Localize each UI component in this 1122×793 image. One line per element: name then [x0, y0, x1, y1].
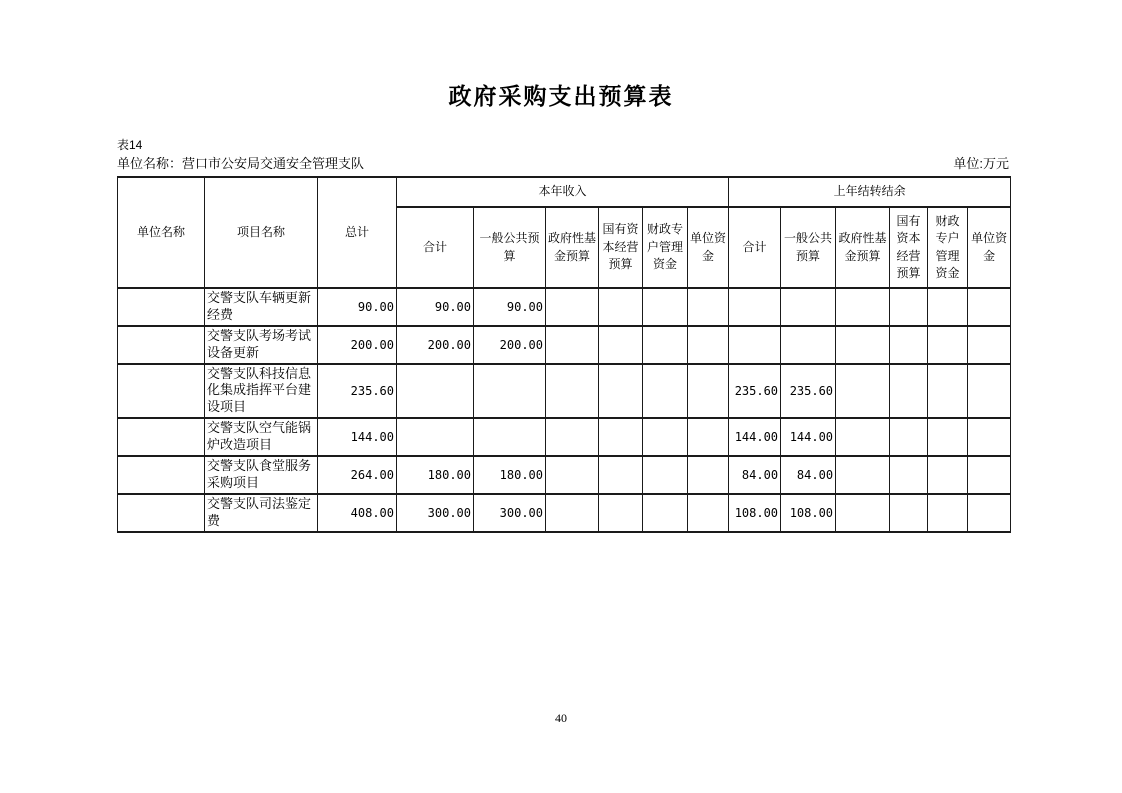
- cell-cy-state-capital: [599, 288, 643, 326]
- cell-cy-state-capital: [599, 326, 643, 364]
- cell-cy-subtotal: 180.00: [397, 456, 474, 494]
- cell-py-state-capital: [890, 288, 928, 326]
- cell-cy-gov-fund: [546, 364, 599, 419]
- cell-unit: [118, 418, 205, 456]
- cell-py-fiscal-account: [928, 456, 968, 494]
- cell-cy-state-capital: [599, 418, 643, 456]
- cell-py-general-public: 84.00: [781, 456, 836, 494]
- cell-cy-subtotal: [397, 364, 474, 419]
- cell-cy-fiscal-account: [643, 288, 688, 326]
- table-meta-row: [117, 153, 1009, 172]
- cell-cy-gov-fund: [546, 288, 599, 326]
- cell-total: 264.00: [318, 456, 397, 494]
- unit-name-label: 单位名称：营口市公安局交通安全管理支队: [117, 156, 365, 171]
- page-number: 40: [555, 711, 567, 725]
- cell-py-unit-funds: [968, 326, 1011, 364]
- cell-py-subtotal: 144.00: [729, 418, 781, 456]
- cell-py-state-capital: [890, 326, 928, 364]
- table-number-label: 表14: [117, 138, 143, 152]
- cell-total: 144.00: [318, 418, 397, 456]
- table-row: [118, 418, 1011, 456]
- cell-total: 408.00: [318, 494, 397, 532]
- cell-py-subtotal: 235.60: [729, 364, 781, 419]
- header-py-subtotal: 合计: [729, 207, 781, 288]
- cell-cy-general-public: 180.00: [474, 456, 546, 494]
- header-py-unit-funds: 单位资金: [968, 207, 1011, 288]
- cell-cy-unit-funds: [688, 326, 729, 364]
- cell-py-state-capital: [890, 456, 928, 494]
- cell-total: 200.00: [318, 326, 397, 364]
- table-row: [118, 456, 1011, 494]
- header-cy-unit-funds: 单位资金: [688, 207, 729, 288]
- cell-py-state-capital: [890, 494, 928, 532]
- cell-unit: [118, 288, 205, 326]
- cell-cy-general-public: [474, 364, 546, 419]
- cell-cy-gov-fund: [546, 456, 599, 494]
- cell-cy-fiscal-account: [643, 456, 688, 494]
- cell-py-state-capital: [890, 364, 928, 419]
- cell-cy-fiscal-account: [643, 494, 688, 532]
- cell-py-fiscal-account: [928, 494, 968, 532]
- cell-project: 交警支队空气能锅炉改造项目: [205, 418, 318, 456]
- cell-cy-fiscal-account: [643, 418, 688, 456]
- cell-py-unit-funds: [968, 456, 1011, 494]
- header-group-current-year: 本年收入: [397, 177, 729, 207]
- cell-cy-unit-funds: [688, 456, 729, 494]
- cell-cy-state-capital: [599, 364, 643, 419]
- header-total: 总计: [318, 177, 397, 288]
- cell-py-gov-fund: [836, 288, 890, 326]
- cell-py-subtotal: 108.00: [729, 494, 781, 532]
- header-py-fiscal-account: 财政专户管理资金: [928, 207, 968, 288]
- table-row: [118, 326, 1011, 364]
- table-row: [118, 494, 1011, 532]
- cell-unit: [118, 456, 205, 494]
- cell-cy-general-public: [474, 418, 546, 456]
- cell-py-unit-funds: [968, 364, 1011, 419]
- cell-project: 交警支队考场考试设备更新: [205, 326, 318, 364]
- cell-py-subtotal: [729, 326, 781, 364]
- header-cy-gov-fund: 政府性基金预算: [546, 207, 599, 288]
- header-group-carryover: 上年结转结余: [729, 177, 1011, 207]
- cell-cy-subtotal: 200.00: [397, 326, 474, 364]
- currency-unit-label: 单位:万元: [953, 156, 1009, 171]
- cell-cy-state-capital: [599, 494, 643, 532]
- cell-py-gov-fund: [836, 326, 890, 364]
- page-title: 政府采购支出预算表: [448, 84, 674, 109]
- cell-cy-fiscal-account: [643, 364, 688, 419]
- cell-py-fiscal-account: [928, 418, 968, 456]
- cell-py-gov-fund: [836, 364, 890, 419]
- header-py-state-capital: 国有资本经营预算: [890, 207, 928, 288]
- cell-py-fiscal-account: [928, 364, 968, 419]
- cell-cy-gov-fund: [546, 418, 599, 456]
- cell-py-gov-fund: [836, 418, 890, 456]
- cell-py-subtotal: [729, 288, 781, 326]
- header-cy-subtotal: 合计: [397, 207, 474, 288]
- cell-project: 交警支队食堂服务采购项目: [205, 456, 318, 494]
- cell-total: 235.60: [318, 364, 397, 419]
- cell-cy-subtotal: 90.00: [397, 288, 474, 326]
- cell-py-general-public: 108.00: [781, 494, 836, 532]
- cell-py-general-public: 235.60: [781, 364, 836, 419]
- cell-cy-gov-fund: [546, 326, 599, 364]
- cell-py-fiscal-account: [928, 288, 968, 326]
- cell-py-general-public: [781, 326, 836, 364]
- table-row: [118, 364, 1011, 419]
- cell-py-unit-funds: [968, 494, 1011, 532]
- table-row: [118, 288, 1011, 326]
- cell-cy-unit-funds: [688, 418, 729, 456]
- cell-py-unit-funds: [968, 288, 1011, 326]
- header-project-name: 项目名称: [205, 177, 318, 288]
- cell-cy-subtotal: 300.00: [397, 494, 474, 532]
- cell-cy-state-capital: [599, 456, 643, 494]
- cell-cy-general-public: 300.00: [474, 494, 546, 532]
- cell-cy-subtotal: [397, 418, 474, 456]
- cell-cy-unit-funds: [688, 364, 729, 419]
- cell-cy-unit-funds: [688, 288, 729, 326]
- budget-table: [117, 176, 1011, 533]
- cell-project: 交警支队科技信息化集成指挥平台建设项目: [205, 364, 318, 419]
- header-cy-fiscal-account: 财政专户管理资金: [643, 207, 688, 288]
- cell-unit: [118, 364, 205, 419]
- cell-project: 交警支队车辆更新经费: [205, 288, 318, 326]
- cell-cy-gov-fund: [546, 494, 599, 532]
- cell-py-general-public: 144.00: [781, 418, 836, 456]
- cell-py-state-capital: [890, 418, 928, 456]
- cell-py-unit-funds: [968, 418, 1011, 456]
- cell-unit: [118, 326, 205, 364]
- header-cy-state-capital: 国有资本经营预算: [599, 207, 643, 288]
- cell-cy-general-public: 200.00: [474, 326, 546, 364]
- cell-total: 90.00: [318, 288, 397, 326]
- cell-py-general-public: [781, 288, 836, 326]
- cell-unit: [118, 494, 205, 532]
- header-py-general-public: 一般公共预算: [781, 207, 836, 288]
- cell-cy-fiscal-account: [643, 326, 688, 364]
- header-group-row: [118, 177, 1011, 207]
- cell-cy-general-public: 90.00: [474, 288, 546, 326]
- header-py-gov-fund: 政府性基金预算: [836, 207, 890, 288]
- cell-py-fiscal-account: [928, 326, 968, 364]
- cell-cy-unit-funds: [688, 494, 729, 532]
- cell-py-gov-fund: [836, 456, 890, 494]
- cell-project: 交警支队司法鉴定费: [205, 494, 318, 532]
- cell-py-subtotal: 84.00: [729, 456, 781, 494]
- header-unit-name: 单位名称: [118, 177, 205, 288]
- header-cy-general-public: 一般公共预算: [474, 207, 546, 288]
- cell-py-gov-fund: [836, 494, 890, 532]
